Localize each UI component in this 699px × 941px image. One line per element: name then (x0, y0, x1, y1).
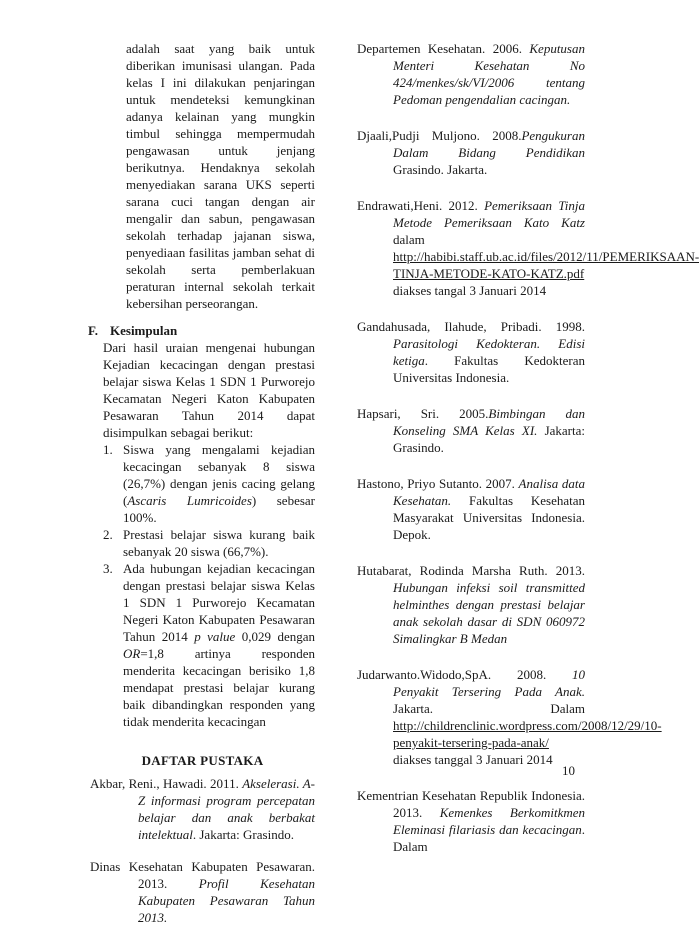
section-body (90, 339, 315, 730)
left-column (90, 40, 315, 941)
list-item (103, 441, 315, 526)
page-number: 10 (562, 763, 575, 778)
reference-entry: Hutabarat, Rodinda Marsha Ruth. 2013. Hubungan infeksi soil transmitted helminthes dengan prestasi belajar anak sekolah dasar di SDN 060972 Simalingkar B Medan (357, 563, 585, 646)
list-number: 3. (103, 561, 113, 576)
conclusion-list (103, 441, 315, 730)
right-column (357, 40, 699, 874)
reference-entry: Hapsari, Sri. 2005.Bimbingan dan Konseling SMA Kelas XI. Jakarta: Grasindo. (357, 406, 585, 455)
reference-entry: Dinas Kesehatan Kabupaten Pesawaran. 2013. Profil Kesehatan Kabupaten Pesawaran Tahun 2013. (90, 859, 315, 925)
continuation-paragraph: adalah saat yang baik untuk diberikan imunisasi ulangan. Pada kelas I ini dilakukan penjaringan untuk mendeteksi kemungkinan adanya kelainan yang mungkin timbul sehingga mempermudah pengawasan untuk jenjang berikutnya. Hendaknya sekolah menyediakan sarana UKS seperti sarana cuci tangan dengan air mengalir dan sabun, pengawasan sekolah terhadap jajanan siswa, penyediaan fasilitas jamban sehat di sekolah serta pemberlakuan peraturan internal sekolah terkait kebersihan perseorangan. (126, 41, 315, 311)
reference-entry: Djaali,Pudji Muljono. 2008.Pengukuran Dalam Bidang Pendidikan Grasindo. Jakarta. (357, 128, 585, 177)
list-text: Siswa yang mengalami kejadian kecacingan sebanyak 8 siswa (26,7%) dengan jenis cacing gelang (Ascaris Lumricoides) sebesar 100%. (123, 442, 315, 525)
list-text: Prestasi belajar siswa kurang baik sebanyak 20 siswa (66,7%). (123, 527, 315, 559)
reference-url-link[interactable]: http://habibi.staff.ub.ac.id/files/2012/11/PEMERIKSAAN-TINJA-METODE-KATO-KATZ.pdf (393, 249, 699, 281)
list-number: 2. (103, 527, 113, 542)
list-item (103, 526, 315, 560)
list-item (103, 560, 315, 730)
reference-entry: Akbar, Reni., Hawadi. 2011. Akselerasi. A-Z informasi program percepatan belajar dan anak berbakat intelektual. Jakarta: Grasindo. (90, 776, 316, 842)
section-number: F. (88, 323, 98, 338)
reference-entry: Hastono, Priyo Sutanto. 2007. Analisa data Kesehatan. Fakultas Kesehatan Masyarakat Universitas Indonesia. Depok. (357, 476, 585, 542)
section-title: Kesimpulan (110, 323, 178, 338)
reference-list-left (90, 775, 315, 926)
list-number: 1. (103, 442, 113, 457)
daftar-pustaka-heading: DAFTAR PUSTAKA (141, 753, 264, 768)
section-intro: Dari hasil uraian mengenai hubungan Kejadian kecacingan dengan prestasi belajar siswa Kelas 1 SDN 1 Purworejo Kecamatan Negeri Katon Kabupaten Pesawaran Tahun 2014 dapat disimpulkan sebagai berikut: (103, 340, 315, 440)
reference-entry: Kementrian Kesehatan Republik Indonesia. 2013. Kemenkes Berkomitkmen Eleminasi filariasis dan kecacingan. Dalam (357, 788, 585, 854)
reference-entry: Endrawati,Heni. 2012. Pemeriksaan Tinja Metode Pemeriksaan Kato Katz dalam http://habibi.staff.ub.ac.id/files/2012/11/PEMERIKSAAN-TINJA-METODE-KATO-KATZ.pdf diakses tangal 3 Januari 2014 (357, 198, 699, 298)
reference-entry: Gandahusada, Ilahude, Pribadi. 1998. Parasitologi Kedokteran. Edisi ketiga. Fakultas Kedokteran Universitas Indonesia. (357, 319, 585, 385)
reference-url-link[interactable]: http://childrenclinic.wordpress.com/2008/12/29/10-penyakit-tersering-pada-anak/ (393, 718, 662, 750)
reference-entry: Departemen Kesehatan. 2006. Keputusan Menteri Kesehatan No 424/menkes/sk/VI/2006 tentang Pedoman pengendalian cacingan. (357, 41, 585, 107)
section-heading (90, 322, 315, 339)
reference-entry: Judarwanto.Widodo,SpA. 2008. 10 Penyakit Tersering Pada Anak. Jakarta. Dalam http://childrenclinic.wordpress.com/2008/12/29/10-penyakit-tersering-pada-anak/ diakses tanggal 3 Januari 2014 (357, 667, 662, 767)
list-text: Ada hubungan kejadian kecacingan dengan prestasi belajar siswa Kelas 1 SDN 1 Purworejo Kecamatan Negeri Katon Kabupaten Pesawaran Tahun 2014 p value 0,029 dengan OR=1,8 artinya responden menderita kecacingan berisiko 1,8 mendapat prestasi belajar kurang baik dibandingkan responden yang tidak menderita kecacingan (123, 561, 315, 729)
